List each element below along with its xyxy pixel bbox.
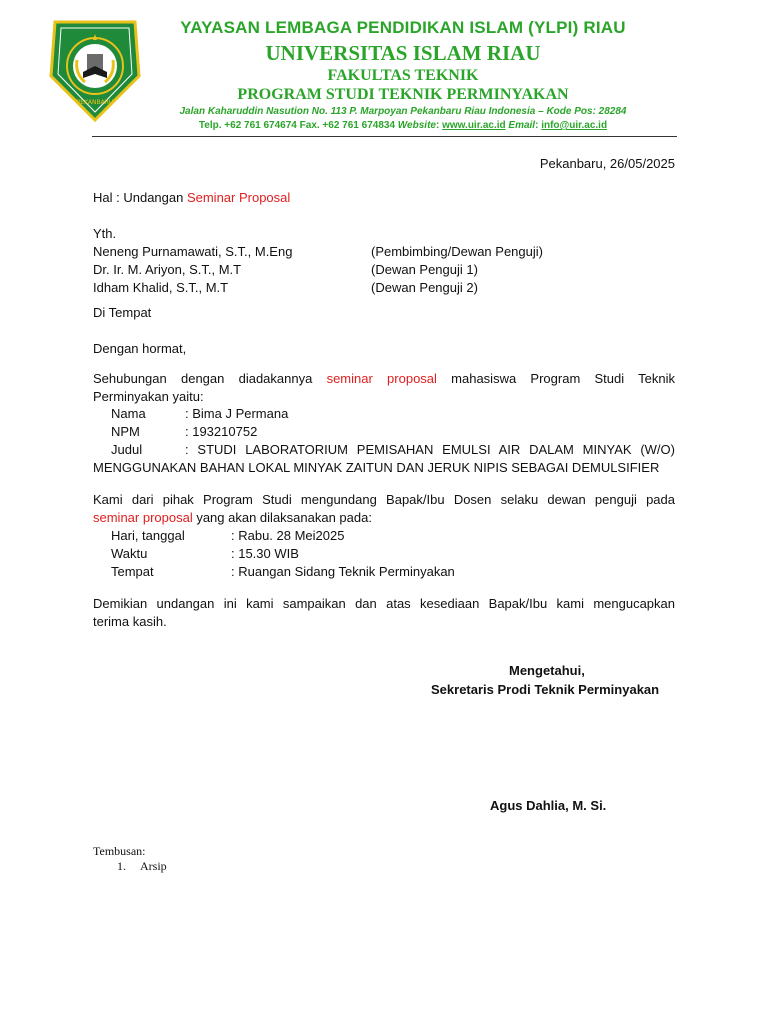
closing-line2: terima kasih.: [93, 614, 167, 629]
di-tempat: Di Tempat: [93, 305, 152, 320]
subject-highlight: Seminar Proposal: [186, 190, 291, 205]
p2-highlight: seminar proposal: [93, 510, 193, 525]
cc-label: Tembusan:: [93, 844, 146, 858]
email-link[interactable]: info@uir.ac.id: [541, 120, 608, 131]
greeting: Dengan hormat,: [93, 341, 187, 356]
cc-item-text: Arsip: [140, 859, 167, 873]
cc-item-number: 1.: [117, 859, 126, 873]
student-title-line2: MENGGUNAKAN BAHAN LOKAL MINYAK ZAITUN DAN JERUK NIPIS SEBAGAI DEMULSIFIER: [93, 460, 660, 475]
university-logo: [47, 16, 143, 124]
yth: Yth.: [93, 226, 117, 241]
recipient-role: (Dewan Penguji 2): [371, 280, 478, 295]
sign-name: Agus Dahlia, M. Si.: [490, 798, 607, 813]
contact-line: Telp. +62 761 674674 Fax. +62 761 674834 Website: www.uir.ac.id Email: info@uir.ac.id: [198, 120, 608, 131]
student-title-label: Judul: [111, 442, 143, 457]
student-npm-value: : 193210752: [185, 424, 258, 439]
schedule-day-label: Hari, tanggal: [111, 528, 185, 543]
schedule-day-value: : Rabu. 28 Mei2025: [231, 528, 345, 543]
letterhead-divider: [92, 136, 677, 137]
website-label: Website: [397, 120, 436, 131]
paragraph-intro-line1: [93, 370, 675, 388]
student-npm-label: NPM: [111, 424, 140, 439]
university-name: UNIVERSITAS ISLAM RIAU: [265, 41, 541, 65]
foundation-name: YAYASAN LEMBAGA PENDIDIKAN ISLAM (YLPI) RIAU: [180, 18, 626, 37]
schedule-time-label: Waktu: [111, 546, 148, 561]
p1-text: Sehubungan dengan diadakannya: [93, 371, 327, 386]
email-label: Email: [508, 120, 536, 131]
schedule-place-value: : Ruangan Sidang Teknik Perminyakan: [231, 564, 455, 579]
recipient-role: (Dewan Penguji 1): [371, 262, 478, 277]
svg-text:PEKANBARU: PEKANBARU: [76, 99, 114, 106]
student-name-label: Nama: [111, 406, 146, 421]
place-date: Pekanbaru, 26/05/2025: [539, 156, 675, 171]
sign-title: Sekretaris Prodi Teknik Perminyakan: [431, 682, 660, 697]
paragraph-invite-line2: [93, 509, 372, 527]
letterhead: [148, 16, 658, 133]
website-link[interactable]: www.uir.ac.id: [442, 120, 506, 131]
address-line: Jalan Kaharuddin Nasution No. 113 P. Marpoyan Pekanbaru Riau Indonesia – Kode Pos: 28284: [179, 106, 627, 117]
subject-label: Hal : Undangan: [93, 190, 187, 205]
paragraph-intro-line2: Perminyakan yaitu:: [93, 389, 204, 404]
faculty-name: FAKULTAS TEKNIK: [327, 67, 479, 84]
paragraph-invite-line1: Kami dari pihak Program Studi mengundang Bapak/Ibu Dosen selaku dewan penguji pada: [93, 492, 675, 507]
student-title-line1: : STUDI LABORATORIUM PEMISAHAN EMULSI AIR DALAM MINYAK (W/O): [185, 442, 675, 457]
recipient-role: (Pembimbing/Dewan Penguji): [371, 244, 543, 259]
phone-fax: Telp. +62 761 674674 Fax. +62 761 674834: [198, 120, 396, 131]
program-name: PROGRAM STUDI TEKNIK PERMINYAKAN: [237, 86, 569, 103]
p2-text-after: yang akan dilaksanakan pada:: [192, 510, 372, 525]
student-name-value: : Bima J Permana: [185, 406, 289, 421]
p1-highlight: seminar proposal: [326, 371, 437, 386]
schedule-time-value: : 15.30 WIB: [231, 546, 299, 561]
recipient-name: Neneng Purnamawati, S.T., M.Eng: [93, 244, 293, 259]
closing-line1: Demikian undangan ini kami sampaikan dan atas kesediaan Bapak/Ibu kami mengucapkan: [93, 596, 675, 611]
recipient-name: Idham Khalid, S.T., M.T: [93, 280, 229, 295]
p1-text-after: mahasiswa Program Studi Teknik: [436, 371, 675, 386]
subject: [93, 189, 290, 207]
schedule-place-label: Tempat: [111, 564, 154, 579]
sign-known: Mengetahui,: [509, 663, 585, 678]
recipient-name: Dr. Ir. M. Ariyon, S.T., M.T: [93, 262, 242, 277]
